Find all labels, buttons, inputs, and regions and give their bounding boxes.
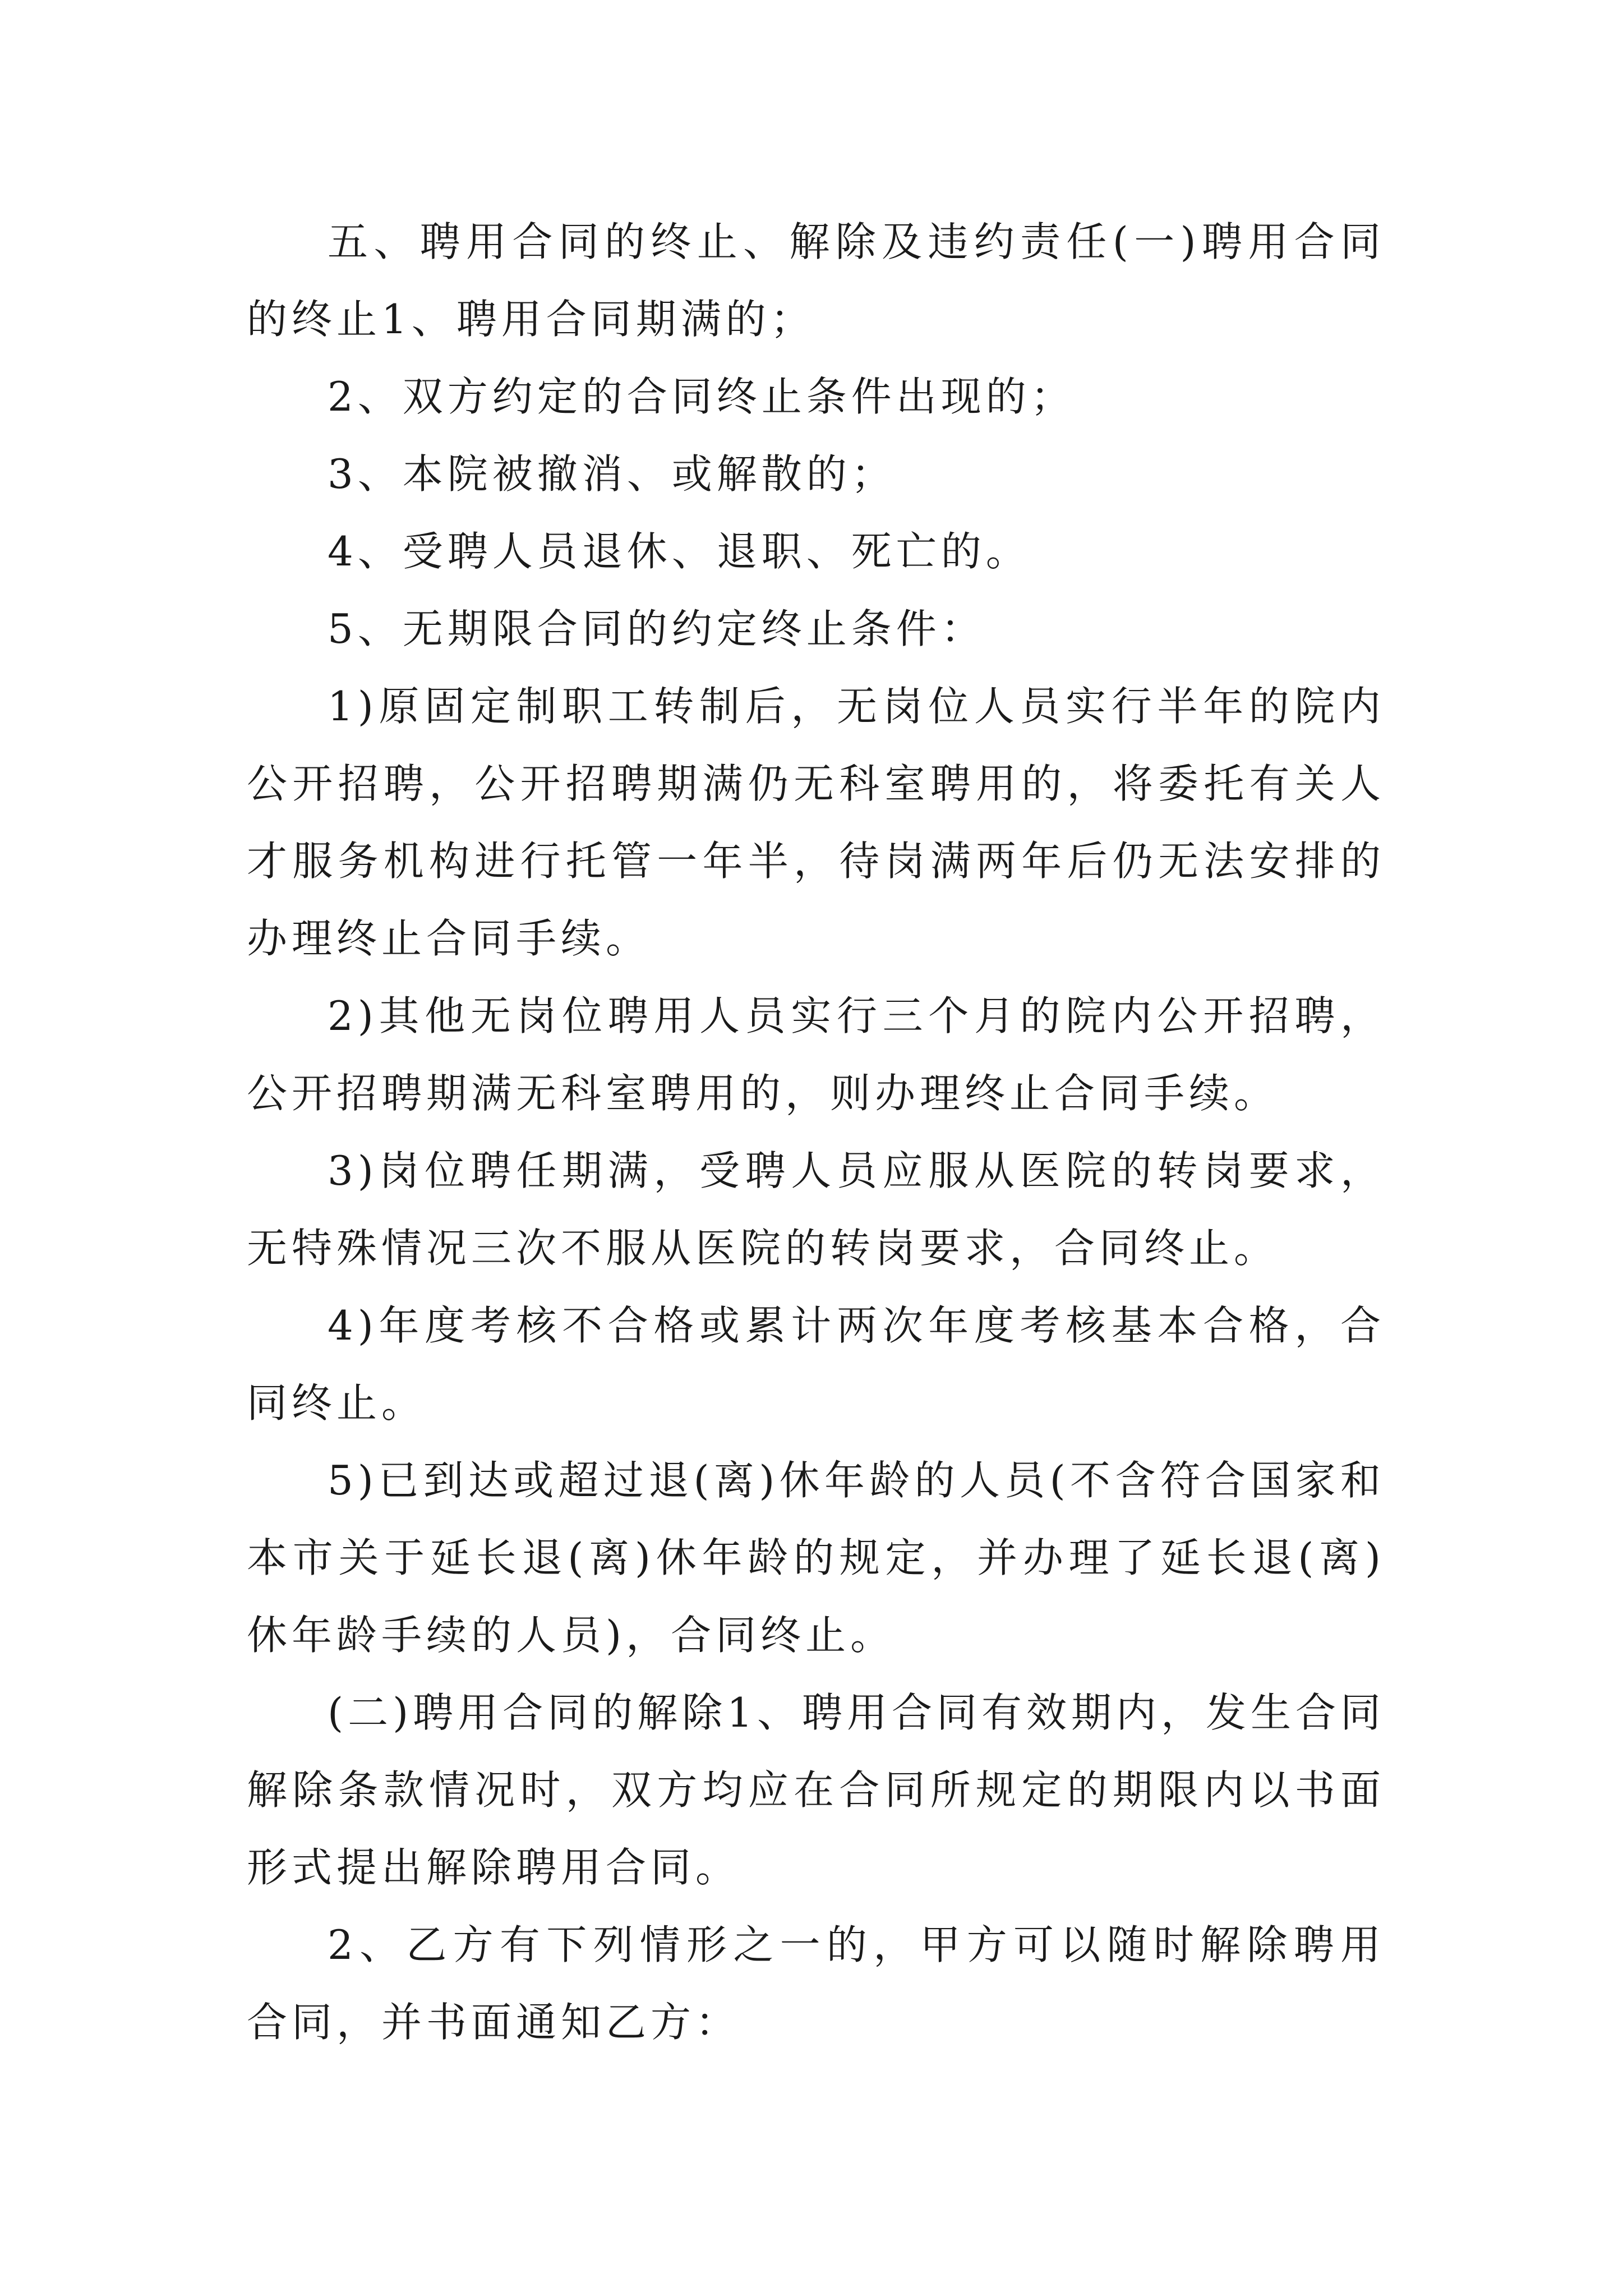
document-body [247, 203, 1385, 2061]
paragraph-subitem-1: 1)原固定制职工转制后，无岗位人员实行半年的院内公开招聘，公开招聘期满仍无科室聘用的，将委托有关人才服务机构进行托管一年半，待岗满两年后仍无法安排的办理终止合同手续。 [247, 683, 1385, 962]
paragraph-termination-heading: 五、聘用合同的终止、解除及违约责任(一)聘用合同的终止1、聘用合同期满的； [247, 218, 1385, 343]
paragraph-dissolution-item-2: 2、乙方有下列情形之一的，甲方可以随时解除聘用合同，并书面通知乙方： [247, 1921, 1385, 2046]
paragraph-subitem-4: 4)年度考核不合格或累计两次年度考核基本合格，合同终止。 [247, 1302, 1385, 1427]
paragraph-dissolution-heading: (二)聘用合同的解除1、聘用合同有效期内，发生合同解除条款情况时，双方均应在合同所规定的期限内以书面形式提出解除聘用合同。 [247, 1689, 1385, 1891]
paragraph-subitem-5: 5)已到达或超过退(离)休年龄的人员(不含符合国家和本市关于延长退(离)休年龄的规定，并办理了延长退(离)休年龄手续的人员)，合同终止。 [247, 1457, 1385, 1659]
paragraph-item-5: 5、无期限合同的约定终止条件： [328, 605, 986, 652]
paragraph-subitem-3: 3)岗位聘任期满，受聘人员应服从医院的转岗要求，无特殊情况三次不服从医院的转岗要求，合同终止。 [247, 1147, 1385, 1272]
paragraph-item-4: 4、受聘人员退休、退职、死亡的。 [328, 528, 1031, 575]
paragraph-item-3: 3、本院被撤消、或解散的； [328, 450, 896, 498]
paragraph-subitem-2: 2)其他无岗位聘用人员实行三个月的院内公开招聘，公开招聘期满无科室聘用的，则办理终止合同手续。 [247, 992, 1385, 1117]
paragraph-item-2: 2、双方约定的合同终止条件出现的； [328, 373, 1076, 420]
